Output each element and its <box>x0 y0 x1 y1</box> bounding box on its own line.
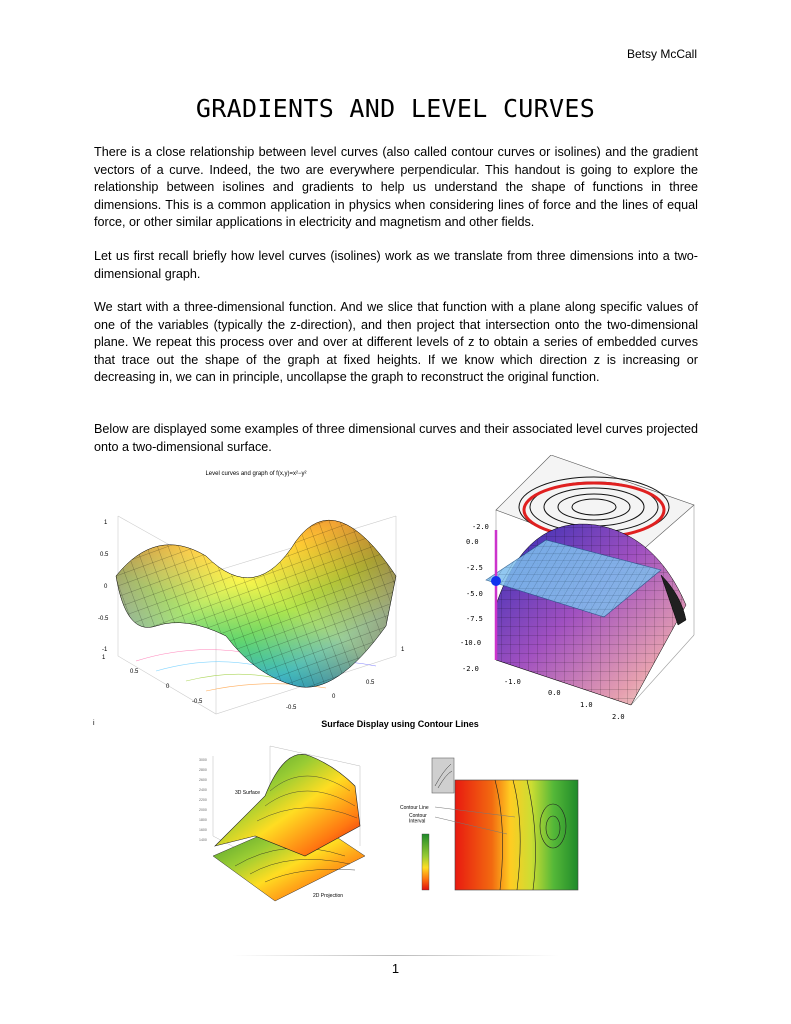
paraboloid-x-tick: 2.0 <box>612 713 625 721</box>
contour-y-tick: 2600 <box>199 778 207 782</box>
saddle-x-tick: 0.5 <box>130 669 139 675</box>
contour-display-figure <box>195 716 590 916</box>
saddle-z-tick: -0.5 <box>98 616 109 622</box>
paraboloid-x-tick: -1.0 <box>504 678 521 686</box>
paragraph-intro: There is a close relationship between level curves (also called contour curves or isolines) and the gradient vectors of a curve. Indeed, the two are everywhere perpendicular. This handout is going to explore the relationship between isolines and gradients to help us understand the shape of functions in three dimensions. This is a common application in physics when considering lines of force and the lines of equal force, or other similar applications in electricity and magnetism and other fields. <box>94 145 698 230</box>
saddle-surface-figure <box>96 466 426 716</box>
saddle-z-tick: 1 <box>104 520 108 526</box>
label-2d-projection: 2D Projection <box>313 893 344 899</box>
label-contour-line: Contour Line <box>400 805 429 811</box>
paraboloid-z-tick: -10.0 <box>460 639 482 647</box>
saddle-y-tick: 1 <box>401 647 405 653</box>
footer-rule <box>232 955 559 956</box>
contour-y-tick: 2200 <box>199 798 207 802</box>
saddle-x-tick: -0.5 <box>192 699 203 705</box>
contour-y-tick: 2800 <box>199 768 207 772</box>
saddle-y-tick: 0.5 <box>366 680 375 686</box>
paraboloid-z-tick: -2.0 <box>472 523 489 531</box>
paraboloid-slicing-figure <box>456 455 706 725</box>
contour-y-tick: 2400 <box>199 788 207 792</box>
saddle-y-tick: -0.5 <box>286 705 297 711</box>
saddle-z-tick: 0.5 <box>100 552 109 558</box>
saddle-z-tick: 0 <box>104 584 108 590</box>
paragraph-slicing: We start with a three-dimensional function. And we slice that function with a plane along specific values of one of the variables (typically the z-direction), and then project that intersection onto the two-dimensional plane. We repeat this process over and over at different levels of z to obtain a series of embedded curves that trace out the shape of the graph at fixed heights. If we know which direction z is increasing or decreasing in, we can in principle, uncollapse the graph to reconstruct the original function. <box>94 300 698 385</box>
figure-marker: i <box>93 720 95 727</box>
contour-y-tick: 1400 <box>199 838 207 842</box>
saddle-title: Level curves and graph of f(x,y)=x²−y² <box>205 471 307 477</box>
saddle-z-tick: -1 <box>102 647 108 653</box>
contour-y-tick: 1800 <box>199 818 207 822</box>
contour-y-tick: 1600 <box>199 828 207 832</box>
paraboloid-z-tick: -7.5 <box>466 615 483 623</box>
paraboloid-z-tick: -5.0 <box>466 590 483 598</box>
paraboloid-z-tick: -2.5 <box>466 564 483 572</box>
label-contour-interval: Contour Interval <box>409 813 427 825</box>
paraboloid-z-tick: 0.0 <box>466 538 479 546</box>
saddle-x-tick: 1 <box>102 655 106 661</box>
label-3d-surface: 3D Surface <box>235 790 261 796</box>
saddle-x-tick: 0 <box>166 684 170 690</box>
paragraph-examples: Below are displayed some examples of three dimensional curves and their associated level curves projected onto a two-dimensional surface. <box>94 422 698 454</box>
paraboloid-x-tick: 1.0 <box>580 701 593 709</box>
paraboloid-x-tick: 0.0 <box>548 689 561 697</box>
contour-y-tick: 3000 <box>199 758 207 762</box>
paragraph-recall: Let us first recall briefly how level curves (isolines) work as we translate from three dimensions into a two-dimensional graph. <box>94 249 698 281</box>
saddle-y-tick: 0 <box>332 694 336 700</box>
author-header: Betsy McCall <box>626 47 697 61</box>
contour-y-tick: 2000 <box>199 808 207 812</box>
page-number: 1 <box>391 961 400 976</box>
paraboloid-x-tick: -2.0 <box>462 665 479 673</box>
page-title: GRADIENTS AND LEVEL CURVES <box>195 94 596 123</box>
contour-display-title: Surface Display using Contour Lines <box>321 719 479 729</box>
